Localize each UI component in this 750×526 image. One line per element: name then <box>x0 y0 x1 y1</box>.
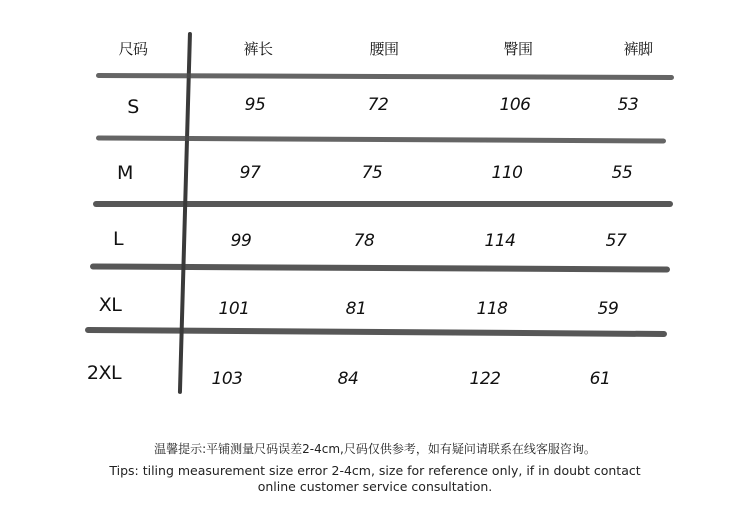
header-hip: 臀围 <box>503 40 533 58</box>
row-size-label: L <box>112 228 124 250</box>
cell-hip: 110 <box>491 163 523 183</box>
row-size-label: 2XL <box>86 362 122 384</box>
cell-hip: 114 <box>484 231 516 251</box>
cell-waist: 75 <box>361 163 383 183</box>
cell-hem: 61 <box>589 369 611 389</box>
header-size: 尺码 <box>118 40 148 58</box>
cell-waist: 81 <box>345 299 367 319</box>
header-waist: 腰围 <box>369 40 399 58</box>
cell-length: 101 <box>218 299 250 319</box>
row-divider <box>93 201 673 207</box>
tip-note-english: Tips: tiling measurement size error 2-4cm, size for reference only, if in doubt contact online customer service consultation. <box>109 463 641 494</box>
cell-hem: 55 <box>611 163 633 183</box>
row-divider <box>85 327 667 337</box>
cell-waist: 78 <box>353 231 375 251</box>
header-length: 裤长 <box>243 40 273 58</box>
cell-waist: 84 <box>337 369 359 389</box>
row-size-label: M <box>117 162 133 184</box>
cell-waist: 72 <box>367 95 389 115</box>
cell-hem: 53 <box>617 95 639 115</box>
row-size-label: XL <box>98 294 122 316</box>
tip-note-chinese: 温馨提示:平铺测量尺码误差2-4cm,尺码仅供参考，如有疑问请联系在线客服咨询。 <box>154 442 596 456</box>
cell-length: 99 <box>230 231 252 251</box>
cell-length: 103 <box>211 369 243 389</box>
cell-hem: 59 <box>597 299 619 319</box>
cell-hip: 118 <box>476 299 508 319</box>
row-divider <box>96 73 674 80</box>
cell-hip: 106 <box>499 95 531 115</box>
column-divider <box>178 32 192 394</box>
header-hem: 裤脚 <box>623 40 653 58</box>
cell-length: 95 <box>244 95 266 115</box>
row-size-label: S <box>127 96 139 118</box>
row-divider <box>96 136 666 144</box>
row-divider <box>90 263 670 272</box>
cell-hem: 57 <box>605 231 627 251</box>
cell-hip: 122 <box>469 369 501 389</box>
cell-length: 97 <box>239 163 261 183</box>
